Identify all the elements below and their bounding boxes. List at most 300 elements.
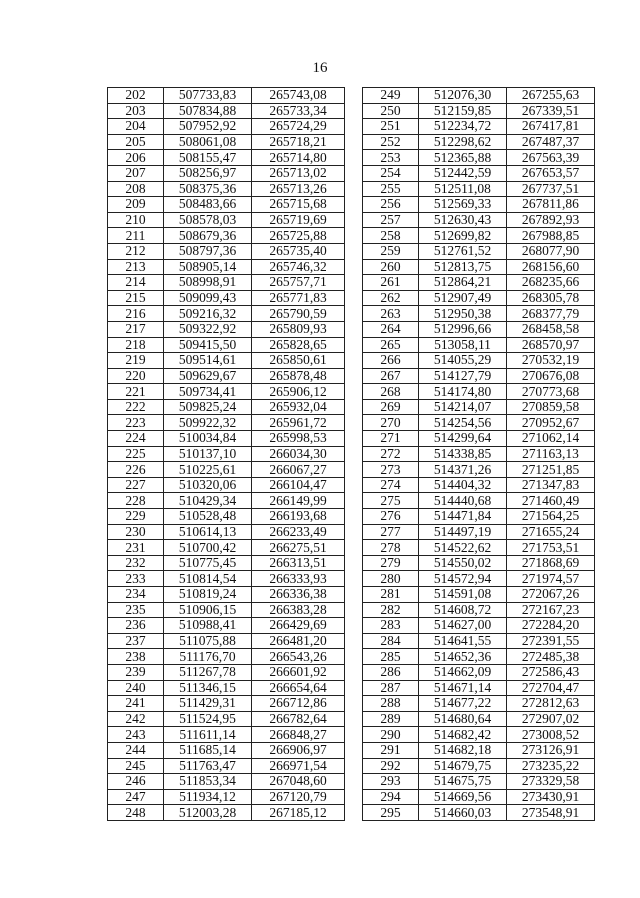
x-coordinate-cell: 510225,61 <box>164 462 252 478</box>
y-coordinate-cell: 266481,20 <box>252 633 345 649</box>
table-row <box>108 555 345 571</box>
y-coordinate-cell: 265809,93 <box>252 321 345 337</box>
y-coordinate-cell: 266654,64 <box>252 680 345 696</box>
table-row <box>108 540 345 556</box>
table-row <box>108 306 345 322</box>
x-coordinate-cell: 512234,72 <box>419 119 507 135</box>
point-number-cell: 236 <box>108 618 164 634</box>
table-row <box>108 399 345 415</box>
y-coordinate-cell: 265828,65 <box>252 337 345 353</box>
y-coordinate-cell: 266313,51 <box>252 555 345 571</box>
point-number-cell: 260 <box>363 259 419 275</box>
table-row <box>363 290 595 306</box>
table-row <box>108 602 345 618</box>
x-coordinate-cell: 508578,03 <box>164 212 252 228</box>
x-coordinate-cell: 514471,84 <box>419 509 507 525</box>
y-coordinate-cell: 265998,53 <box>252 431 345 447</box>
x-coordinate-cell: 514522,62 <box>419 540 507 556</box>
table-row <box>363 337 595 353</box>
point-number-cell: 261 <box>363 275 419 291</box>
table-row <box>108 696 345 712</box>
x-coordinate-cell: 512076,30 <box>419 88 507 104</box>
y-coordinate-cell: 266712,86 <box>252 696 345 712</box>
point-number-cell: 224 <box>108 431 164 447</box>
y-coordinate-cell: 271753,51 <box>507 540 595 556</box>
x-coordinate-cell: 512761,52 <box>419 243 507 259</box>
table-body <box>363 88 595 821</box>
point-number-cell: 232 <box>108 555 164 571</box>
x-coordinate-cell: 509322,92 <box>164 321 252 337</box>
point-number-cell: 285 <box>363 649 419 665</box>
y-coordinate-cell: 271062,14 <box>507 431 595 447</box>
table-row <box>363 150 595 166</box>
table-row <box>363 633 595 649</box>
y-coordinate-cell: 266543,26 <box>252 649 345 665</box>
y-coordinate-cell: 272907,02 <box>507 711 595 727</box>
point-number-cell: 216 <box>108 306 164 322</box>
point-number-cell: 288 <box>363 696 419 712</box>
y-coordinate-cell: 266275,51 <box>252 540 345 556</box>
y-coordinate-cell: 270859,58 <box>507 399 595 415</box>
table-row <box>363 103 595 119</box>
table-row <box>363 509 595 525</box>
x-coordinate-cell: 514338,85 <box>419 446 507 462</box>
x-coordinate-cell: 514055,29 <box>419 353 507 369</box>
point-number-cell: 277 <box>363 524 419 540</box>
y-coordinate-cell: 267737,51 <box>507 181 595 197</box>
x-coordinate-cell: 509514,61 <box>164 353 252 369</box>
point-number-cell: 290 <box>363 727 419 743</box>
y-coordinate-cell: 267811,86 <box>507 197 595 213</box>
point-number-cell: 209 <box>108 197 164 213</box>
x-coordinate-cell: 512442,59 <box>419 165 507 181</box>
point-number-cell: 247 <box>108 789 164 805</box>
point-number-cell: 263 <box>363 306 419 322</box>
x-coordinate-cell: 509922,32 <box>164 415 252 431</box>
y-coordinate-cell: 268305,78 <box>507 290 595 306</box>
point-number-cell: 289 <box>363 711 419 727</box>
table-row <box>363 462 595 478</box>
table-row <box>363 212 595 228</box>
point-number-cell: 264 <box>363 321 419 337</box>
table-row <box>108 680 345 696</box>
point-number-cell: 269 <box>363 399 419 415</box>
x-coordinate-cell: 514671,14 <box>419 680 507 696</box>
point-number-cell: 208 <box>108 181 164 197</box>
table-row <box>363 165 595 181</box>
x-coordinate-cell: 514627,00 <box>419 618 507 634</box>
x-coordinate-cell: 514497,19 <box>419 524 507 540</box>
y-coordinate-cell: 265715,68 <box>252 197 345 213</box>
point-number-cell: 225 <box>108 446 164 462</box>
x-coordinate-cell: 508061,08 <box>164 134 252 150</box>
y-coordinate-cell: 271460,49 <box>507 493 595 509</box>
point-number-cell: 212 <box>108 243 164 259</box>
y-coordinate-cell: 266601,92 <box>252 664 345 680</box>
y-coordinate-cell: 271974,57 <box>507 571 595 587</box>
point-number-cell: 280 <box>363 571 419 587</box>
x-coordinate-cell: 509734,41 <box>164 384 252 400</box>
point-number-cell: 203 <box>108 103 164 119</box>
table-row <box>108 415 345 431</box>
table-row <box>108 150 345 166</box>
point-number-cell: 272 <box>363 446 419 462</box>
table-row <box>363 306 595 322</box>
y-coordinate-cell: 265961,72 <box>252 415 345 431</box>
x-coordinate-cell: 508375,36 <box>164 181 252 197</box>
point-number-cell: 237 <box>108 633 164 649</box>
point-number-cell: 271 <box>363 431 419 447</box>
y-coordinate-cell: 267339,51 <box>507 103 595 119</box>
table-row <box>108 742 345 758</box>
table-row <box>363 696 595 712</box>
y-coordinate-cell: 265757,71 <box>252 275 345 291</box>
x-coordinate-cell: 510034,84 <box>164 431 252 447</box>
y-coordinate-cell: 271347,83 <box>507 477 595 493</box>
y-coordinate-cell: 265906,12 <box>252 384 345 400</box>
point-number-cell: 265 <box>363 337 419 353</box>
point-number-cell: 281 <box>363 587 419 603</box>
x-coordinate-cell: 514174,80 <box>419 384 507 400</box>
table-row <box>363 353 595 369</box>
y-coordinate-cell: 267563,39 <box>507 150 595 166</box>
table-row <box>363 321 595 337</box>
y-coordinate-cell: 272067,26 <box>507 587 595 603</box>
table-row <box>108 165 345 181</box>
y-coordinate-cell: 265724,29 <box>252 119 345 135</box>
x-coordinate-cell: 514660,03 <box>419 805 507 821</box>
point-number-cell: 259 <box>363 243 419 259</box>
point-number-cell: 214 <box>108 275 164 291</box>
table-row <box>363 789 595 805</box>
y-coordinate-cell: 273008,52 <box>507 727 595 743</box>
y-coordinate-cell: 268156,60 <box>507 259 595 275</box>
y-coordinate-cell: 272586,43 <box>507 664 595 680</box>
table-row <box>363 664 595 680</box>
x-coordinate-cell: 514371,26 <box>419 462 507 478</box>
y-coordinate-cell: 265771,83 <box>252 290 345 306</box>
point-number-cell: 268 <box>363 384 419 400</box>
y-coordinate-cell: 272704,47 <box>507 680 595 696</box>
y-coordinate-cell: 265878,48 <box>252 368 345 384</box>
point-number-cell: 207 <box>108 165 164 181</box>
point-number-cell: 270 <box>363 415 419 431</box>
y-coordinate-cell: 266848,27 <box>252 727 345 743</box>
point-number-cell: 276 <box>363 509 419 525</box>
point-number-cell: 248 <box>108 805 164 821</box>
point-number-cell: 295 <box>363 805 419 821</box>
point-number-cell: 217 <box>108 321 164 337</box>
y-coordinate-cell: 271251,85 <box>507 462 595 478</box>
table-row <box>363 493 595 509</box>
point-number-cell: 206 <box>108 150 164 166</box>
table-row <box>108 462 345 478</box>
point-number-cell: 286 <box>363 664 419 680</box>
point-number-cell: 240 <box>108 680 164 696</box>
point-number-cell: 218 <box>108 337 164 353</box>
table-row <box>108 290 345 306</box>
point-number-cell: 231 <box>108 540 164 556</box>
y-coordinate-cell: 271868,69 <box>507 555 595 571</box>
y-coordinate-cell: 265713,26 <box>252 181 345 197</box>
table-row <box>363 384 595 400</box>
y-coordinate-cell: 272167,23 <box>507 602 595 618</box>
x-coordinate-cell: 507834,88 <box>164 103 252 119</box>
y-coordinate-cell: 268377,79 <box>507 306 595 322</box>
point-number-cell: 210 <box>108 212 164 228</box>
point-number-cell: 292 <box>363 758 419 774</box>
table-row <box>108 259 345 275</box>
point-number-cell: 230 <box>108 524 164 540</box>
x-coordinate-cell: 514550,02 <box>419 555 507 571</box>
y-coordinate-cell: 265725,88 <box>252 228 345 244</box>
table-row <box>108 727 345 743</box>
table-row <box>363 602 595 618</box>
y-coordinate-cell: 265714,80 <box>252 150 345 166</box>
point-number-cell: 205 <box>108 134 164 150</box>
x-coordinate-cell: 509415,50 <box>164 337 252 353</box>
x-coordinate-cell: 511763,47 <box>164 758 252 774</box>
point-number-cell: 253 <box>363 150 419 166</box>
x-coordinate-cell: 514662,09 <box>419 664 507 680</box>
y-coordinate-cell: 268235,66 <box>507 275 595 291</box>
x-coordinate-cell: 512298,62 <box>419 134 507 150</box>
x-coordinate-cell: 514682,42 <box>419 727 507 743</box>
table-row <box>108 275 345 291</box>
x-coordinate-cell: 514440,68 <box>419 493 507 509</box>
point-number-cell: 235 <box>108 602 164 618</box>
table-row <box>108 134 345 150</box>
x-coordinate-cell: 514214,07 <box>419 399 507 415</box>
table-row <box>363 181 595 197</box>
point-number-cell: 220 <box>108 368 164 384</box>
point-number-cell: 279 <box>363 555 419 571</box>
y-coordinate-cell: 266971,54 <box>252 758 345 774</box>
point-number-cell: 262 <box>363 290 419 306</box>
x-coordinate-cell: 508998,91 <box>164 275 252 291</box>
x-coordinate-cell: 507733,83 <box>164 88 252 104</box>
table-row <box>108 431 345 447</box>
y-coordinate-cell: 267255,63 <box>507 88 595 104</box>
y-coordinate-cell: 266429,69 <box>252 618 345 634</box>
table-row <box>363 540 595 556</box>
point-number-cell: 239 <box>108 664 164 680</box>
table-row <box>108 103 345 119</box>
point-number-cell: 219 <box>108 353 164 369</box>
y-coordinate-cell: 266782,64 <box>252 711 345 727</box>
x-coordinate-cell: 508797,36 <box>164 243 252 259</box>
table-row <box>363 399 595 415</box>
table-row <box>363 88 595 104</box>
point-number-cell: 215 <box>108 290 164 306</box>
x-coordinate-cell: 511429,31 <box>164 696 252 712</box>
y-coordinate-cell: 272485,38 <box>507 649 595 665</box>
x-coordinate-cell: 509216,32 <box>164 306 252 322</box>
table-row <box>108 197 345 213</box>
point-number-cell: 242 <box>108 711 164 727</box>
x-coordinate-cell: 512365,88 <box>419 150 507 166</box>
point-number-cell: 257 <box>363 212 419 228</box>
x-coordinate-cell: 513058,11 <box>419 337 507 353</box>
x-coordinate-cell: 508483,66 <box>164 197 252 213</box>
x-coordinate-cell: 509099,43 <box>164 290 252 306</box>
point-number-cell: 256 <box>363 197 419 213</box>
x-coordinate-cell: 510614,13 <box>164 524 252 540</box>
table-row <box>363 571 595 587</box>
point-number-cell: 246 <box>108 774 164 790</box>
table-row <box>363 228 595 244</box>
point-number-cell: 227 <box>108 477 164 493</box>
point-number-cell: 244 <box>108 742 164 758</box>
x-coordinate-cell: 514682,18 <box>419 742 507 758</box>
point-number-cell: 228 <box>108 493 164 509</box>
y-coordinate-cell: 265719,69 <box>252 212 345 228</box>
y-coordinate-cell: 265743,08 <box>252 88 345 104</box>
y-coordinate-cell: 273126,91 <box>507 742 595 758</box>
table-row <box>108 587 345 603</box>
table-row <box>108 181 345 197</box>
y-coordinate-cell: 268458,58 <box>507 321 595 337</box>
x-coordinate-cell: 514591,08 <box>419 587 507 603</box>
point-number-cell: 255 <box>363 181 419 197</box>
table-row <box>108 384 345 400</box>
coordinates-table-left <box>107 87 345 821</box>
point-number-cell: 283 <box>363 618 419 634</box>
x-coordinate-cell: 510775,45 <box>164 555 252 571</box>
x-coordinate-cell: 511934,12 <box>164 789 252 805</box>
y-coordinate-cell: 270773,68 <box>507 384 595 400</box>
point-number-cell: 234 <box>108 587 164 603</box>
y-coordinate-cell: 267417,81 <box>507 119 595 135</box>
x-coordinate-cell: 510528,48 <box>164 509 252 525</box>
x-coordinate-cell: 512699,82 <box>419 228 507 244</box>
x-coordinate-cell: 514572,94 <box>419 571 507 587</box>
table-row <box>108 368 345 384</box>
table-row <box>108 758 345 774</box>
table-row <box>363 431 595 447</box>
point-number-cell: 213 <box>108 259 164 275</box>
point-number-cell: 252 <box>363 134 419 150</box>
point-number-cell: 202 <box>108 88 164 104</box>
table-row <box>363 259 595 275</box>
y-coordinate-cell: 266104,47 <box>252 477 345 493</box>
point-number-cell: 274 <box>363 477 419 493</box>
x-coordinate-cell: 510814,54 <box>164 571 252 587</box>
table-row <box>108 337 345 353</box>
point-number-cell: 221 <box>108 384 164 400</box>
point-number-cell: 258 <box>363 228 419 244</box>
x-coordinate-cell: 510429,34 <box>164 493 252 509</box>
x-coordinate-cell: 512511,08 <box>419 181 507 197</box>
x-coordinate-cell: 514127,79 <box>419 368 507 384</box>
point-number-cell: 226 <box>108 462 164 478</box>
table-row <box>363 134 595 150</box>
y-coordinate-cell: 267653,57 <box>507 165 595 181</box>
point-number-cell: 249 <box>363 88 419 104</box>
point-number-cell: 284 <box>363 633 419 649</box>
table-row <box>363 711 595 727</box>
y-coordinate-cell: 267185,12 <box>252 805 345 821</box>
x-coordinate-cell: 510988,41 <box>164 618 252 634</box>
table-row <box>363 727 595 743</box>
point-number-cell: 238 <box>108 649 164 665</box>
x-coordinate-cell: 514652,36 <box>419 649 507 665</box>
point-number-cell: 266 <box>363 353 419 369</box>
table-row <box>108 805 345 821</box>
table-row <box>363 774 595 790</box>
x-coordinate-cell: 512950,38 <box>419 306 507 322</box>
y-coordinate-cell: 266034,30 <box>252 446 345 462</box>
y-coordinate-cell: 266193,68 <box>252 509 345 525</box>
x-coordinate-cell: 510137,10 <box>164 446 252 462</box>
y-coordinate-cell: 267120,79 <box>252 789 345 805</box>
x-coordinate-cell: 512569,33 <box>419 197 507 213</box>
x-coordinate-cell: 511267,78 <box>164 664 252 680</box>
y-coordinate-cell: 265735,40 <box>252 243 345 259</box>
table-row <box>363 524 595 540</box>
y-coordinate-cell: 268570,97 <box>507 337 595 353</box>
x-coordinate-cell: 514675,75 <box>419 774 507 790</box>
x-coordinate-cell: 508679,36 <box>164 228 252 244</box>
y-coordinate-cell: 273548,91 <box>507 805 595 821</box>
y-coordinate-cell: 265718,21 <box>252 134 345 150</box>
y-coordinate-cell: 273329,58 <box>507 774 595 790</box>
x-coordinate-cell: 510700,42 <box>164 540 252 556</box>
table-body <box>108 88 345 821</box>
point-number-cell: 245 <box>108 758 164 774</box>
y-coordinate-cell: 266906,97 <box>252 742 345 758</box>
table-row <box>108 446 345 462</box>
table-row <box>363 649 595 665</box>
point-number-cell: 294 <box>363 789 419 805</box>
x-coordinate-cell: 511853,34 <box>164 774 252 790</box>
x-coordinate-cell: 514299,64 <box>419 431 507 447</box>
point-number-cell: 267 <box>363 368 419 384</box>
table-row <box>108 88 345 104</box>
x-coordinate-cell: 514677,22 <box>419 696 507 712</box>
y-coordinate-cell: 272812,63 <box>507 696 595 712</box>
point-number-cell: 293 <box>363 774 419 790</box>
table-row <box>363 368 595 384</box>
table-row <box>108 789 345 805</box>
table-row <box>108 664 345 680</box>
table-row <box>108 353 345 369</box>
x-coordinate-cell: 514404,32 <box>419 477 507 493</box>
y-coordinate-cell: 271564,25 <box>507 509 595 525</box>
x-coordinate-cell: 508155,47 <box>164 150 252 166</box>
y-coordinate-cell: 267988,85 <box>507 228 595 244</box>
table-row <box>363 197 595 213</box>
x-coordinate-cell: 508905,14 <box>164 259 252 275</box>
table-row <box>108 649 345 665</box>
point-number-cell: 222 <box>108 399 164 415</box>
y-coordinate-cell: 266067,27 <box>252 462 345 478</box>
y-coordinate-cell: 272391,55 <box>507 633 595 649</box>
table-row <box>108 774 345 790</box>
x-coordinate-cell: 514608,72 <box>419 602 507 618</box>
y-coordinate-cell: 273430,91 <box>507 789 595 805</box>
point-number-cell: 291 <box>363 742 419 758</box>
point-number-cell: 223 <box>108 415 164 431</box>
y-coordinate-cell: 272284,20 <box>507 618 595 634</box>
coordinates-table-right <box>362 87 595 821</box>
y-coordinate-cell: 265746,32 <box>252 259 345 275</box>
table-row <box>108 509 345 525</box>
y-coordinate-cell: 268077,90 <box>507 243 595 259</box>
point-number-cell: 278 <box>363 540 419 556</box>
table-row <box>108 571 345 587</box>
x-coordinate-cell: 511075,88 <box>164 633 252 649</box>
